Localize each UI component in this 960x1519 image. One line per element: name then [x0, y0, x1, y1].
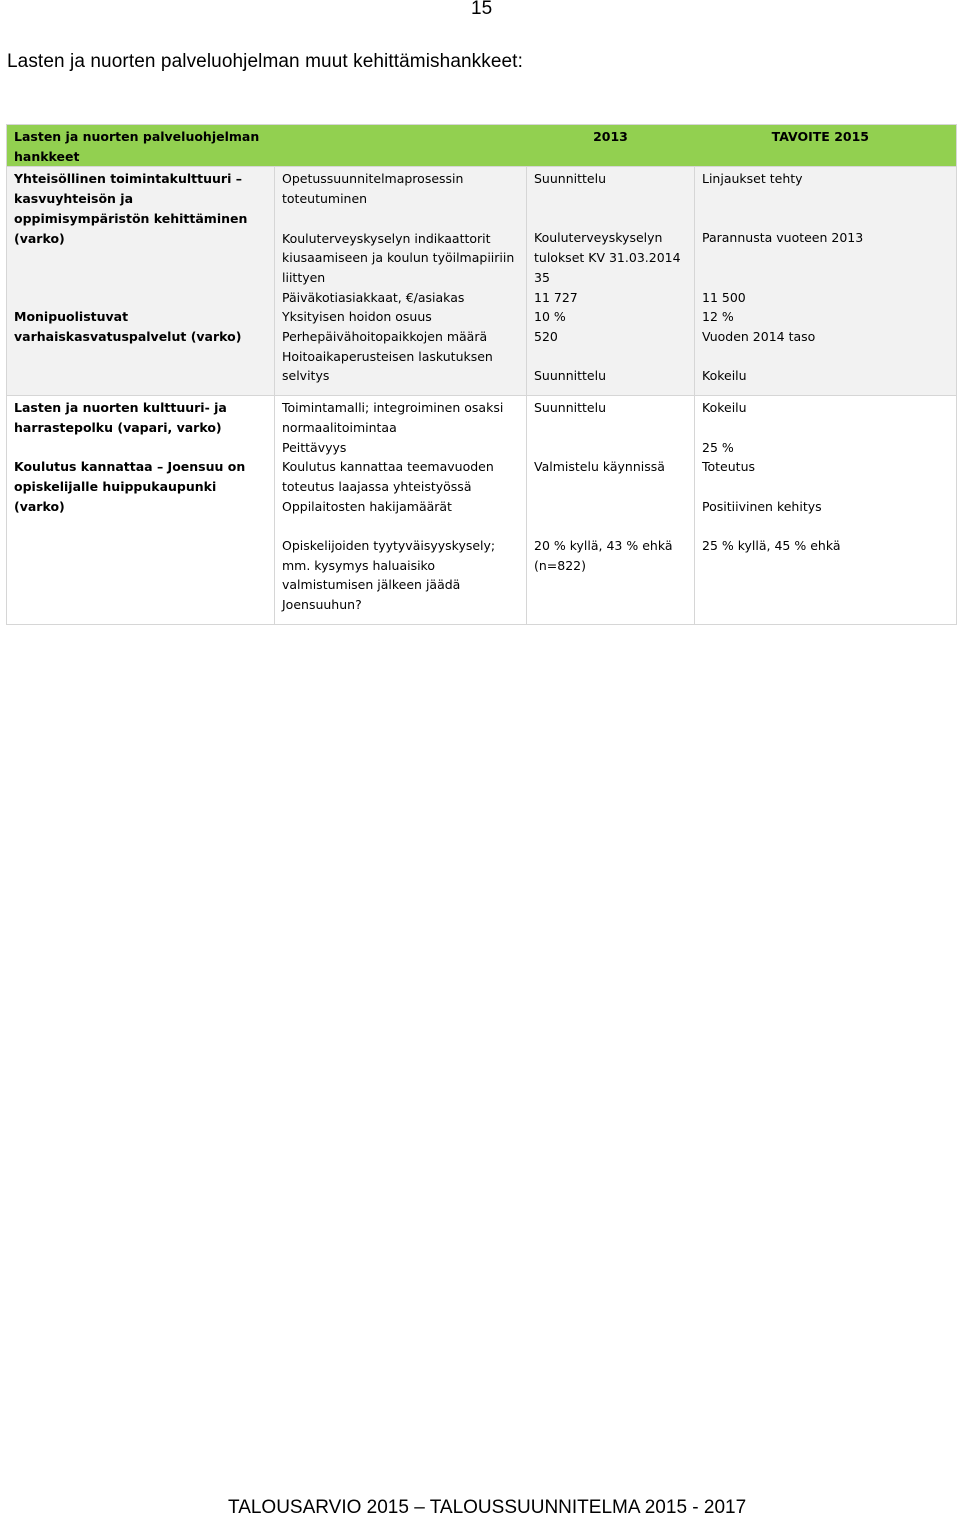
status-2013: 11 727 — [534, 289, 578, 305]
page-number: 15 — [471, 0, 493, 19]
indicator: Perhepäivähoitopaikkojen määrä — [282, 329, 488, 345]
target-2015: 25 % kyllä, 45 % ehkä — [702, 538, 841, 553]
target-2015: 25 % — [702, 439, 734, 455]
indicator: Kouluterveyskyselyn indikaattorit kiusaamiseen ja koulun työilmapiiriin liittyen — [282, 230, 515, 285]
target-2015: Positiivinen kehitys — [702, 498, 822, 514]
indicator: Opiskelijoiden tyytyväisyyskysely; mm. kysymys haluaisiko valmistumisen jälkeen jäädä Joensuuhun? — [282, 538, 496, 613]
table-row — [7, 396, 957, 625]
target-2015: Parannusta vuoteen 2013 — [702, 230, 864, 246]
target-2015: 11 500 — [702, 289, 746, 305]
status-2013: 10 % — [534, 309, 566, 325]
page-heading: Lasten ja nuorten palveluohjelman muut kehittämishankkeet: — [7, 51, 523, 72]
indicator-cell — [275, 396, 527, 625]
target-2015-cell — [695, 167, 957, 396]
header-projects: Lasten ja nuorten palveluohjelman hankkeet — [7, 125, 275, 167]
project-name: Lasten ja nuorten kulttuuri- ja harrastepolku (vapari, varko) — [14, 400, 227, 435]
development-projects-table — [6, 124, 957, 625]
target-2015: Vuoden 2014 taso — [702, 328, 816, 344]
status-2013: Suunnittelu — [534, 400, 606, 416]
indicator: Hoitoaikaperusteisen laskutuksen selvitys — [282, 348, 493, 384]
status-2013-cell — [527, 396, 695, 625]
table-row — [7, 167, 957, 396]
project-name: Koulutus kannattaa – Joensuu on opiskelijalle huippukaupunki (varko) — [14, 459, 246, 514]
indicator: Päiväkotiasiakkaat, €/asiakas — [282, 289, 465, 305]
target-2015: Toteutus — [702, 459, 756, 475]
status-2013: Valmistelu käynnissä — [534, 459, 665, 475]
project-cell — [7, 396, 275, 625]
indicator: Oppilaitosten hakijamäärät — [282, 498, 452, 514]
project-name: Yhteisöllinen toimintakulttuuri – kasvuyhteisön ja oppimisympäristön kehittäminen (varko) — [14, 171, 248, 246]
status-2013: 520 — [534, 329, 558, 344]
indicator: Opetussuunnitelmaprosessin toteutuminen — [282, 171, 464, 207]
page-footer: TALOUSARVIO 2015 – TALOUSSUUNNITELMA 2015 - 2017 — [228, 1497, 747, 1518]
status-2013: Suunnittelu — [534, 171, 606, 187]
header-empty — [275, 125, 527, 167]
status-2013: Suunnittelu — [534, 368, 606, 384]
table-header-row — [7, 125, 957, 167]
header-target-2015: TAVOITE 2015 — [695, 125, 957, 167]
indicator: Koulutus kannattaa teemavuoden toteutus laajassa yhteistyössä — [282, 459, 494, 494]
status-2013-cell — [527, 167, 695, 396]
status-2013: Kouluterveyskyselyn tulokset KV 31.03.2014 35 — [534, 230, 681, 285]
header-2013: 2013 — [527, 125, 695, 167]
target-2015: Kokeilu — [702, 368, 747, 384]
target-2015-cell — [695, 396, 957, 625]
indicator-cell — [275, 167, 527, 396]
target-2015: 12 % — [702, 309, 734, 325]
project-name: Monipuolistuvat varhaiskasvatuspalvelut (varko) — [14, 309, 242, 344]
indicator: Yksityisen hoidon osuus — [282, 309, 432, 325]
indicator: Toimintamalli; integroiminen osaksi normaalitoimintaa — [282, 400, 504, 435]
status-2013: 20 % kyllä, 43 % ehkä (n=822) — [534, 537, 673, 573]
target-2015: Kokeilu — [702, 400, 747, 416]
project-cell — [7, 167, 275, 396]
target-2015: Linjaukset tehty — [702, 171, 803, 187]
indicator: Peittävyys — [282, 439, 347, 455]
